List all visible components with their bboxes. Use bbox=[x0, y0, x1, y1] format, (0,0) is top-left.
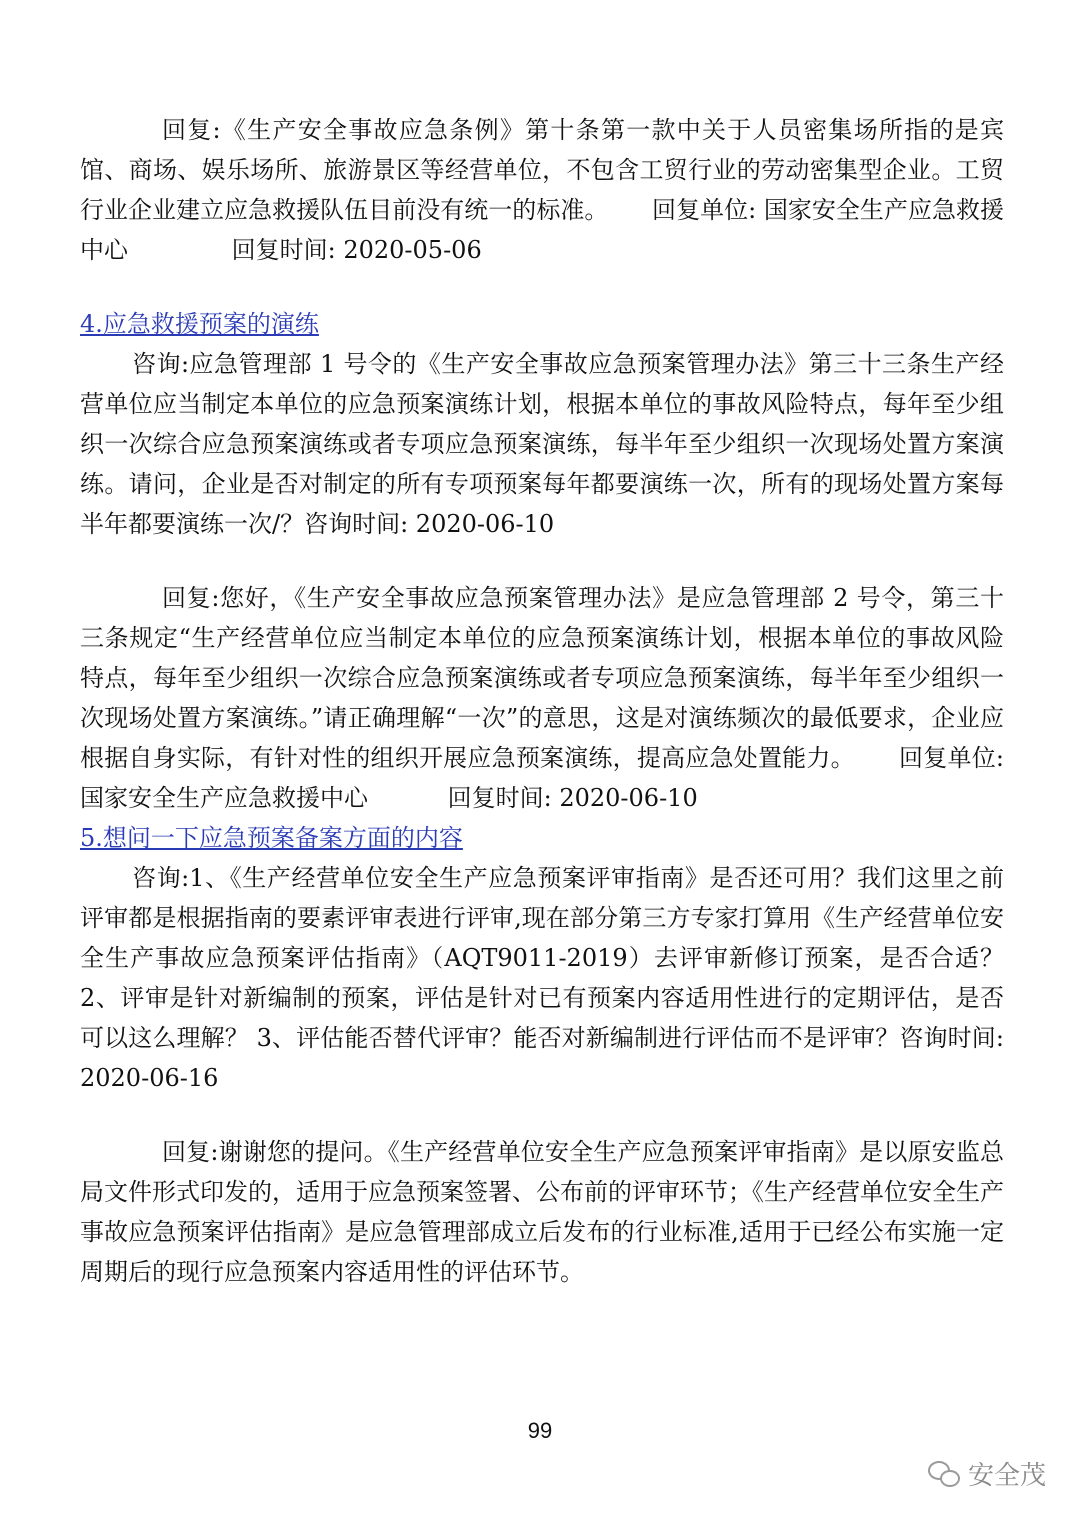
page-number: 99 bbox=[527, 1418, 553, 1443]
reply-paragraph-5: 回复:谢谢您的提问。《生产经营单位安全生产应急预案评审指南》是以原安监总局文件形式印发的，适用于应急预案签署、公布前的评审环节；《生产经营单位安全生产事故应急预案评估指南》是应急管理部成立后发布的行业标准,适用于已经公布实施一定周期后的现行应急预案内容适用性的评估环节。 bbox=[80, 1138, 1004, 1286]
reply-paragraph-4: 回复:您好，《生产安全事故应急预案管理办法》是应急管理部 2 号令，第三十三条规定“生产经营单位应当制定本单位的应急预案演练计划，根据本单位的事故风险特点，每年至少组织一次综合应急预案演练或者专项应急预案演练，每半年至少组织一次现场处置方案演练。”请正确理解“一次”的意思，这是对演练频次的最低要求，企业应根据自身实际，有针对性的组织开展应急预案演练，提高应急处置能力。 回复单位: 国家安全生产应急救援中心 回复时间: 2020-06-10 bbox=[80, 584, 1004, 812]
section-heading-5[interactable]: 5.想问一下应急预案备案方面的内容 bbox=[80, 824, 463, 852]
ask-paragraph-5: 咨询:1、《生产经营单位安全生产应急预案评审指南》是否还可用？我们这里之前评审都是根据指南的要素评审表进行评审,现在部分第三方专家打算用《生产经营单位安全生产事故应急预案评估指南》（AQT9011-2019）去评审新修订预案，是否合适？ 2、评审是针对新编制的预案，评估是针对已有预案内容适用性进行的定期评估，是否可以这么理解？ 3、评估能否替代评审？能否对新编制进行评估而不是评审？咨询时间: 2020-06-16 bbox=[80, 864, 1004, 1092]
watermark bbox=[928, 1455, 1046, 1492]
watermark-text: 安全茂 bbox=[967, 1461, 1046, 1491]
ask-paragraph-4: 咨询:应急管理部 1 号令的《生产安全事故应急预案管理办法》第三十三条生产经营单位应当制定本单位的应急预案演练计划，根据本单位的事故风险特点，每年至少组织一次综合应急预案演练或者专项应急预案演练，每半年至少组织一次现场处置方案演练。请问，企业是否对制定的所有专项预案每年都要演练一次，所有的现场处置方案每半年都要演练一次/？咨询时间: 2020-06-10 bbox=[80, 350, 1004, 538]
document-body bbox=[80, 110, 1004, 1292]
section-heading-4-wrapper bbox=[80, 304, 1004, 344]
reply-paragraph-3: 回复:《生产安全事故应急条例》第十条第一款中关于人员密集场所指的是宾馆、商场、娱乐场所、旅游景区等经营单位，不包含工贸行业的劳动密集型企业。工贸行业企业建立应急救援队伍目前没有统一的标准。 回复单位: 国家安全生产应急救援中心 回复时间: 2020-05-06 bbox=[80, 116, 1004, 264]
section-heading-5-wrapper bbox=[80, 818, 1004, 858]
section-heading-4[interactable]: 4.应急救援预案的演练 bbox=[80, 310, 319, 338]
wechat-icon bbox=[928, 1461, 960, 1487]
